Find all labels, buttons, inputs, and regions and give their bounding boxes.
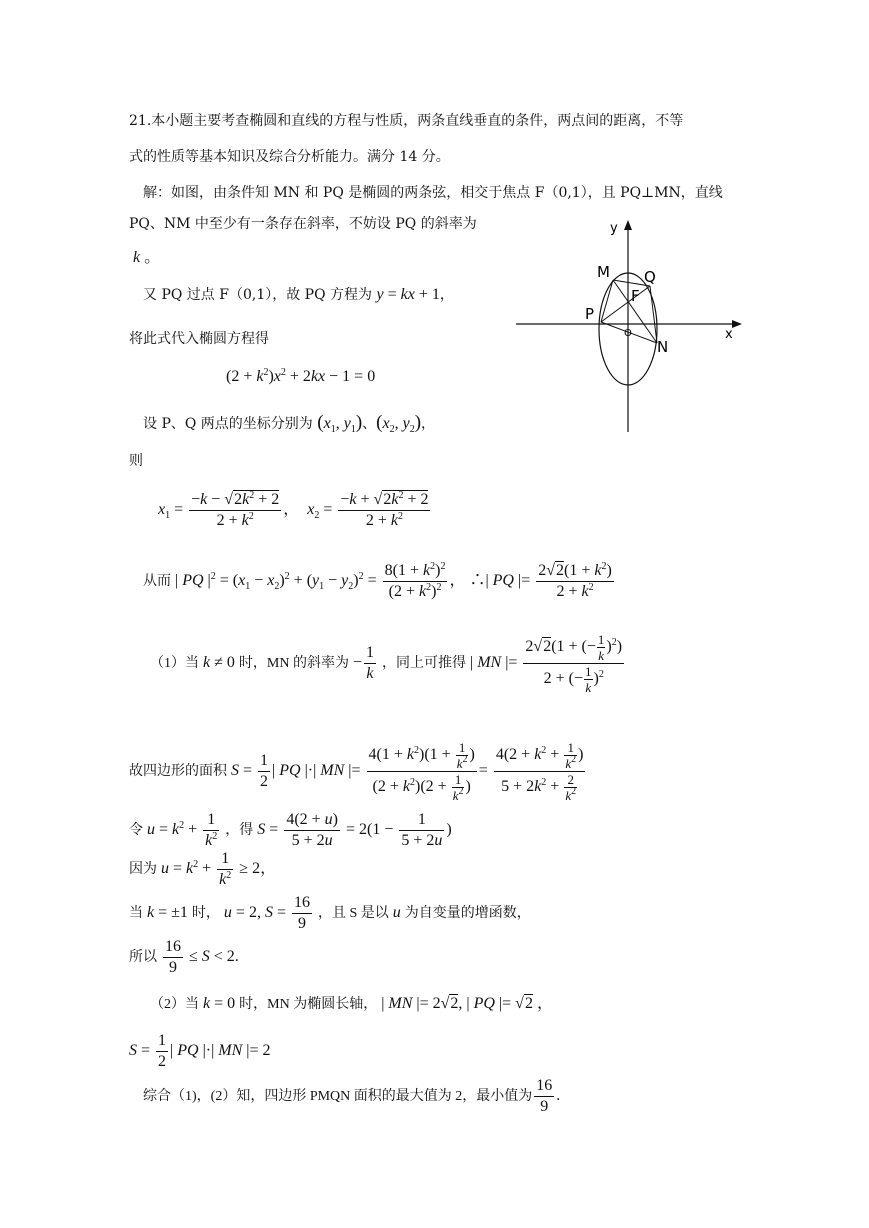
- from-then-text: 从而: [143, 574, 171, 590]
- case1-text-b: 时，MN 的斜率为: [238, 656, 349, 672]
- intro-line-1: [129, 111, 683, 131]
- quadratic-equation: $(2 + k^2)x^2 + 2kx - 1 = 0$: [226, 367, 376, 385]
- x-axis-arrow: [732, 320, 742, 328]
- because-u-formula: 因为 $u = k^2$ + $\frac{1}{k^2}$ ≥ 2，: [129, 850, 277, 888]
- substitution-u-formula: 令 $u = k^2$ + $\frac{1}{k^2}$ ，得 S = $\frac{4(2 + u)}{5 + 2u}$ = 2(1 − $\frac{1}{5 + 2u}$ ): [129, 811, 452, 849]
- substitute-line: [129, 329, 269, 349]
- label-f: F: [631, 287, 640, 305]
- solution-text-6: 则: [129, 453, 143, 469]
- solution-text-5: 设 P、Q 两点的坐标分别为: [143, 416, 313, 432]
- because-text: 因为: [129, 862, 157, 878]
- area-formula: 故四边形的面积 S = $\frac{1}{2}$ | PQ |·| MN |= $4(1 + k^2)(1$ + $\frac{1}{k^2}$ ) $(2 + k^2)(2$ + $\frac{1}{k^2}$ ) = $4(2 + k^2$ + $\frac{1}{k^2}$ ) $5 + 2k^2$ + $\frac{2}{k^2}$: [129, 740, 584, 803]
- label-m: M: [597, 263, 610, 281]
- pq-length-formula: 从而 | PQ $|^2 = (x_1 - x_2)^2 + (y_1 - y_2)^2$ = $\frac{8(1 + k^2)^2}{(2 + k^2)^2}$ ， ∴| PQ |= $\frac{2√2(1 + k^2)}{2 + k^2}$: [143, 561, 612, 600]
- let-text-a: 令: [129, 823, 143, 839]
- coordinates-line: 设 P、Q 两点的坐标分别为 ($x_1$, $y_1$)、($x_2$, $y_2$)，: [143, 412, 436, 435]
- solution-text-2: PQ、NM 中至少有一条存在斜率，不妨设 PQ 的斜率为: [129, 216, 477, 232]
- line-pq-equation: 又 PQ 过点 F（0,1），故 PQ 方程为 y = kx + 1，: [143, 286, 454, 303]
- solution-text-1: 解：如图，由条件知 MN 和 PQ 是椭圆的两条弦，相交于焦点 F（0,1），且 PQ⊥MN，直线: [143, 185, 723, 201]
- solution-line-1: [143, 183, 723, 203]
- solution-text-3: 又 PQ 过点 F（0,1），故 PQ 方程为: [143, 287, 373, 303]
- when-text-c: ，且 S 是以: [317, 906, 389, 922]
- case2-text-b: 时，MN 为椭圆长轴，: [239, 997, 378, 1012]
- so-text: 所以: [129, 950, 157, 966]
- chord-pq: [601, 286, 650, 322]
- range-formula: 所以 $\frac{16}{9}$ ≤ S < 2.: [129, 938, 239, 976]
- solution-line-2: [129, 214, 477, 234]
- label-n: N: [657, 338, 669, 356]
- slope-k-line: k 。: [133, 249, 161, 266]
- case2-formula: （2）当 k = 0 时，MN 为椭圆长轴， | MN |= 2√2, | PQ |= √2 ，: [150, 995, 553, 1012]
- then-line: [129, 451, 143, 471]
- intro-text-2: 式的性质等基本知识及综合分析能力。满分 14 分。: [129, 149, 450, 165]
- case2-area-formula: S = $\frac{1}{2}$ | PQ |·| MN |= 2: [129, 1032, 271, 1070]
- intro-text-1: 21.本小题主要考查椭圆和直线的方程与性质，两条直线垂直的条件，两点间的距离，不等: [129, 113, 684, 129]
- case1-formula: （1）当 k ≠ 0 时，MN 的斜率为 − $\frac{1}{k}$ ，同上可推得 | MN |= 2√2(1 + (− $\frac{1}{k}$ )$^2$) 2 + (− $\frac{1}{k}$ )$^2$: [150, 632, 623, 695]
- area-text: 故四边形的面积: [129, 764, 227, 780]
- case1-text-a: （1）当: [150, 656, 199, 672]
- y-axis-arrow: [624, 220, 632, 230]
- label-o: O: [624, 328, 632, 339]
- label-p: P: [585, 305, 595, 323]
- solution-text-4: 将此式代入椭圆方程得: [129, 331, 269, 347]
- when-k-formula: 当 k = ±1 时， u = 2, S = $\frac{16}{9}$ ，且 S 是以 u 为自变量的增函数，: [129, 894, 531, 932]
- case1-text-c: ，同上可推得: [381, 656, 466, 672]
- when-text-a: 当: [129, 906, 143, 922]
- conclusion-line: 综合（1)，(2）知，四边形 PMQN 面积的最大值为 2，最小值为 $\frac{16}{9}$ .: [143, 1077, 561, 1115]
- roots-formula: $x_1$ = $\frac{-k - √2k^2 + 2}{2 + k^2}$ ， $x_2$ = $\frac{-k + √2k^2 + 2}{2 + k^2}$: [158, 490, 429, 529]
- let-text-b: ，得: [225, 823, 254, 839]
- conclusion-text: 综合（1)，(2）知，四边形 PMQN 面积的最大值为 2，最小值为: [143, 1089, 533, 1105]
- case2-text-a: （2）当: [150, 997, 199, 1012]
- label-x: x: [725, 327, 733, 342]
- label-q: Q: [644, 268, 656, 286]
- when-text-b: 时，: [191, 906, 220, 922]
- ellipse-figure: [512, 214, 752, 436]
- intro-line-2: [129, 147, 450, 167]
- label-y: y: [610, 221, 618, 236]
- when-text-d: 为自变量的增函数，: [404, 906, 531, 922]
